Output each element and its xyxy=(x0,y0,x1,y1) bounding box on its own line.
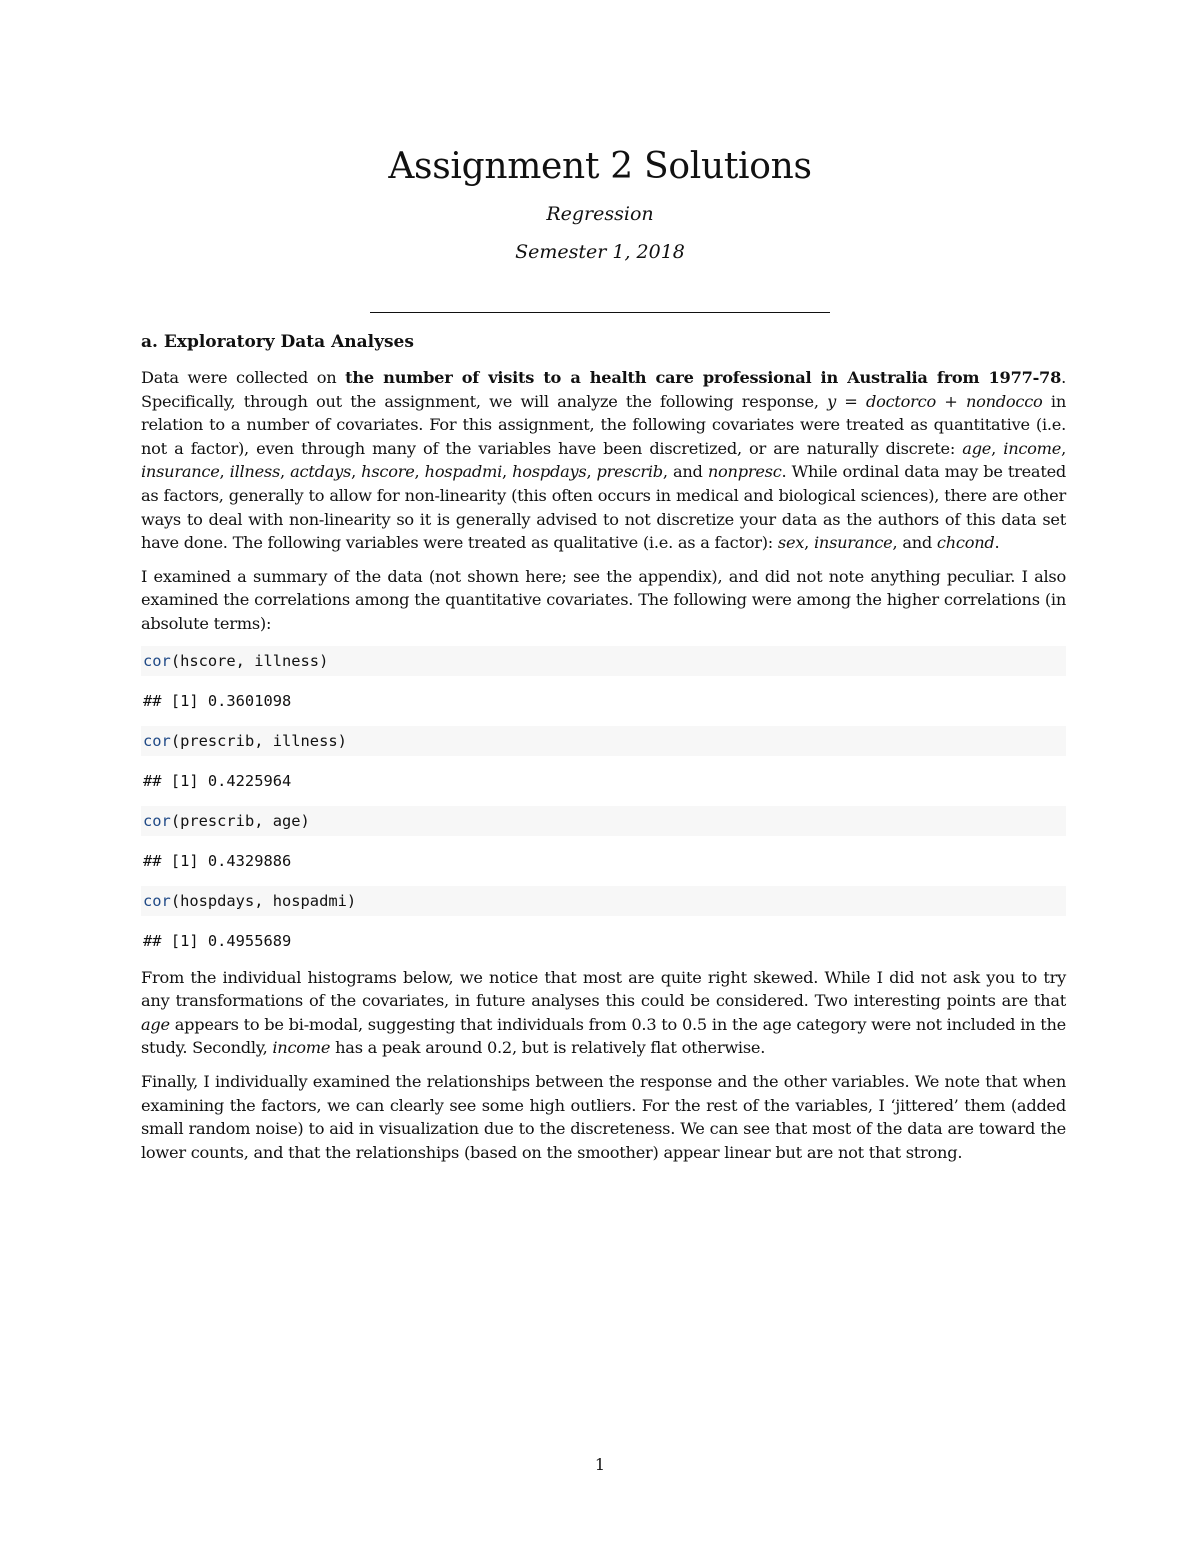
variable-name: age xyxy=(962,438,992,458)
paragraph-data-description: Data were collected on the number of visits to a health care professional in Australia from 1977-78. Specifically, through out the assignment, we will analyze the following response, y = doctorco + nondocco in relation to a number of covariates. For this assignment, the following covariates were treated as quantitative (i.e. not a factor), even through many of the variables have been discretized, or are naturally discrete: age, income, insurance, illness, actdays, hscore, hospadmi, hospdays, prescrib, and nonpresc. While ordinal data may be treated as factors, generally to allow for non-linearity (this often occurs in medical and biological sciences), there are other ways to deal with non-linearity so it is generally advised to not discretize your data as the authors of this data set have done. The following variables were treated as qualitative (i.e. as a factor): sex, insurance, and chcond. xyxy=(141,368,1067,553)
variable-name: chcond xyxy=(936,533,995,553)
variable-name: prescrib xyxy=(596,462,663,482)
code-block xyxy=(141,806,1066,836)
code-arguments: (prescrib, illness) xyxy=(170,731,347,750)
code-output: ## [1] 0.4955689 xyxy=(143,931,292,950)
page-number: 1 xyxy=(594,1455,606,1474)
text-run: has a peak around 0.2, but is relatively flat otherwise. xyxy=(330,1038,766,1058)
math-variable: nondocco xyxy=(965,391,1043,411)
section-heading: a. Exploratory Data Analyses xyxy=(141,332,414,352)
code-function: cor xyxy=(143,811,171,830)
text-run: From the individual histograms below, we notice that most are quite right skewed. While I did not ask you to try any transformations of the covariates, in future analyses this could be considered. Two interesting points are that xyxy=(141,967,1066,1011)
code-block xyxy=(141,726,1066,756)
code-function: cor xyxy=(143,731,171,750)
paragraph-summary: I examined a summary of the data (not shown here; see the appendix), and did not note anything peculiar. I also examined the correlations among the quantitative covariates. The following were among the higher correlations (in absolute terms): xyxy=(141,566,1066,633)
code-function: cor xyxy=(143,891,171,910)
document-body xyxy=(141,330,1066,1174)
text-run: . Specifically, through out the assignment, we will analyze the following response, xyxy=(141,368,1066,411)
text-run: . While ordinal data may be treated as factors, generally to allow for non-linearity (this often occurs in medical and biological sciences), there are other ways to deal with non-linearity so it is generally advised to not discretize your data as the authors of this data set have done. The following variables were treated as qualitative (i.e. as a factor): xyxy=(141,462,1067,553)
variable-name: age xyxy=(141,1014,170,1034)
text-run: appears to be bi-modal, suggesting that individuals from 0.3 to 0.5 in the age category were not included in the study. Secondly, xyxy=(141,1014,1066,1058)
text-run: and xyxy=(902,533,933,553)
text-run: and xyxy=(672,462,703,482)
document-date: Semester 1, 2018 xyxy=(515,241,685,263)
bold-text-run: the number of visits to a health care professional in Australia from 1977-78 xyxy=(345,368,1062,387)
code-arguments: (hscore, illness) xyxy=(170,651,329,670)
code-block xyxy=(141,646,1066,676)
variable-name: hscore xyxy=(361,462,415,482)
code-arguments: (prescrib, age) xyxy=(170,811,310,830)
paragraph-histograms xyxy=(141,966,1066,1060)
variable-name: actdays xyxy=(290,462,352,482)
variable-name: hospdays xyxy=(512,462,587,482)
math-variable: doctorco xyxy=(865,391,936,411)
code-output: ## [1] 0.3601098 xyxy=(143,691,292,710)
document-subtitle: Regression xyxy=(546,203,654,225)
variable-name: sex xyxy=(777,533,805,553)
code-output: ## [1] 0.4329886 xyxy=(143,851,292,870)
variable-name: illness xyxy=(229,462,281,482)
code-arguments: (hospdays, hospadmi) xyxy=(170,891,357,910)
code-output: ## [1] 0.4225964 xyxy=(143,771,292,790)
variable-name: insurance xyxy=(141,462,220,482)
code-block xyxy=(141,886,1066,916)
math-operator: + xyxy=(935,391,966,411)
code-function: cor xyxy=(143,651,171,670)
variable-name: insurance xyxy=(813,533,893,553)
variable-name: hospadmi xyxy=(424,462,503,482)
variable-name: nonpresc xyxy=(707,462,782,482)
variable-name: income xyxy=(272,1038,331,1058)
paragraph-relationships: Finally, I individually examined the relationships between the response and the other variables. We note that when examining the factors, we can clearly see some high outliers. For the rest of the variables, I ‘jittered’ them (added small random noise) to aid in visualization due to the discreteness. We can see that most of the data are toward the lower counts, and that the relationships (based on the smoother) appear linear but are not that strong. xyxy=(141,1071,1066,1162)
text-run: Data were collected on xyxy=(141,368,346,387)
document-title: Assignment 2 Solutions xyxy=(388,146,812,187)
text-run: . xyxy=(994,533,1000,553)
title-divider xyxy=(370,312,830,313)
math-variable: y xyxy=(827,391,836,411)
math-operator: = xyxy=(835,391,866,411)
variable-name: income xyxy=(1003,438,1062,458)
text-run: in relation to a number of covariates. For this assignment, the following covariates were treated as quantitative (i.e. not a factor), even through many of the variables have been discretized, or are naturally discrete: xyxy=(141,391,1066,458)
